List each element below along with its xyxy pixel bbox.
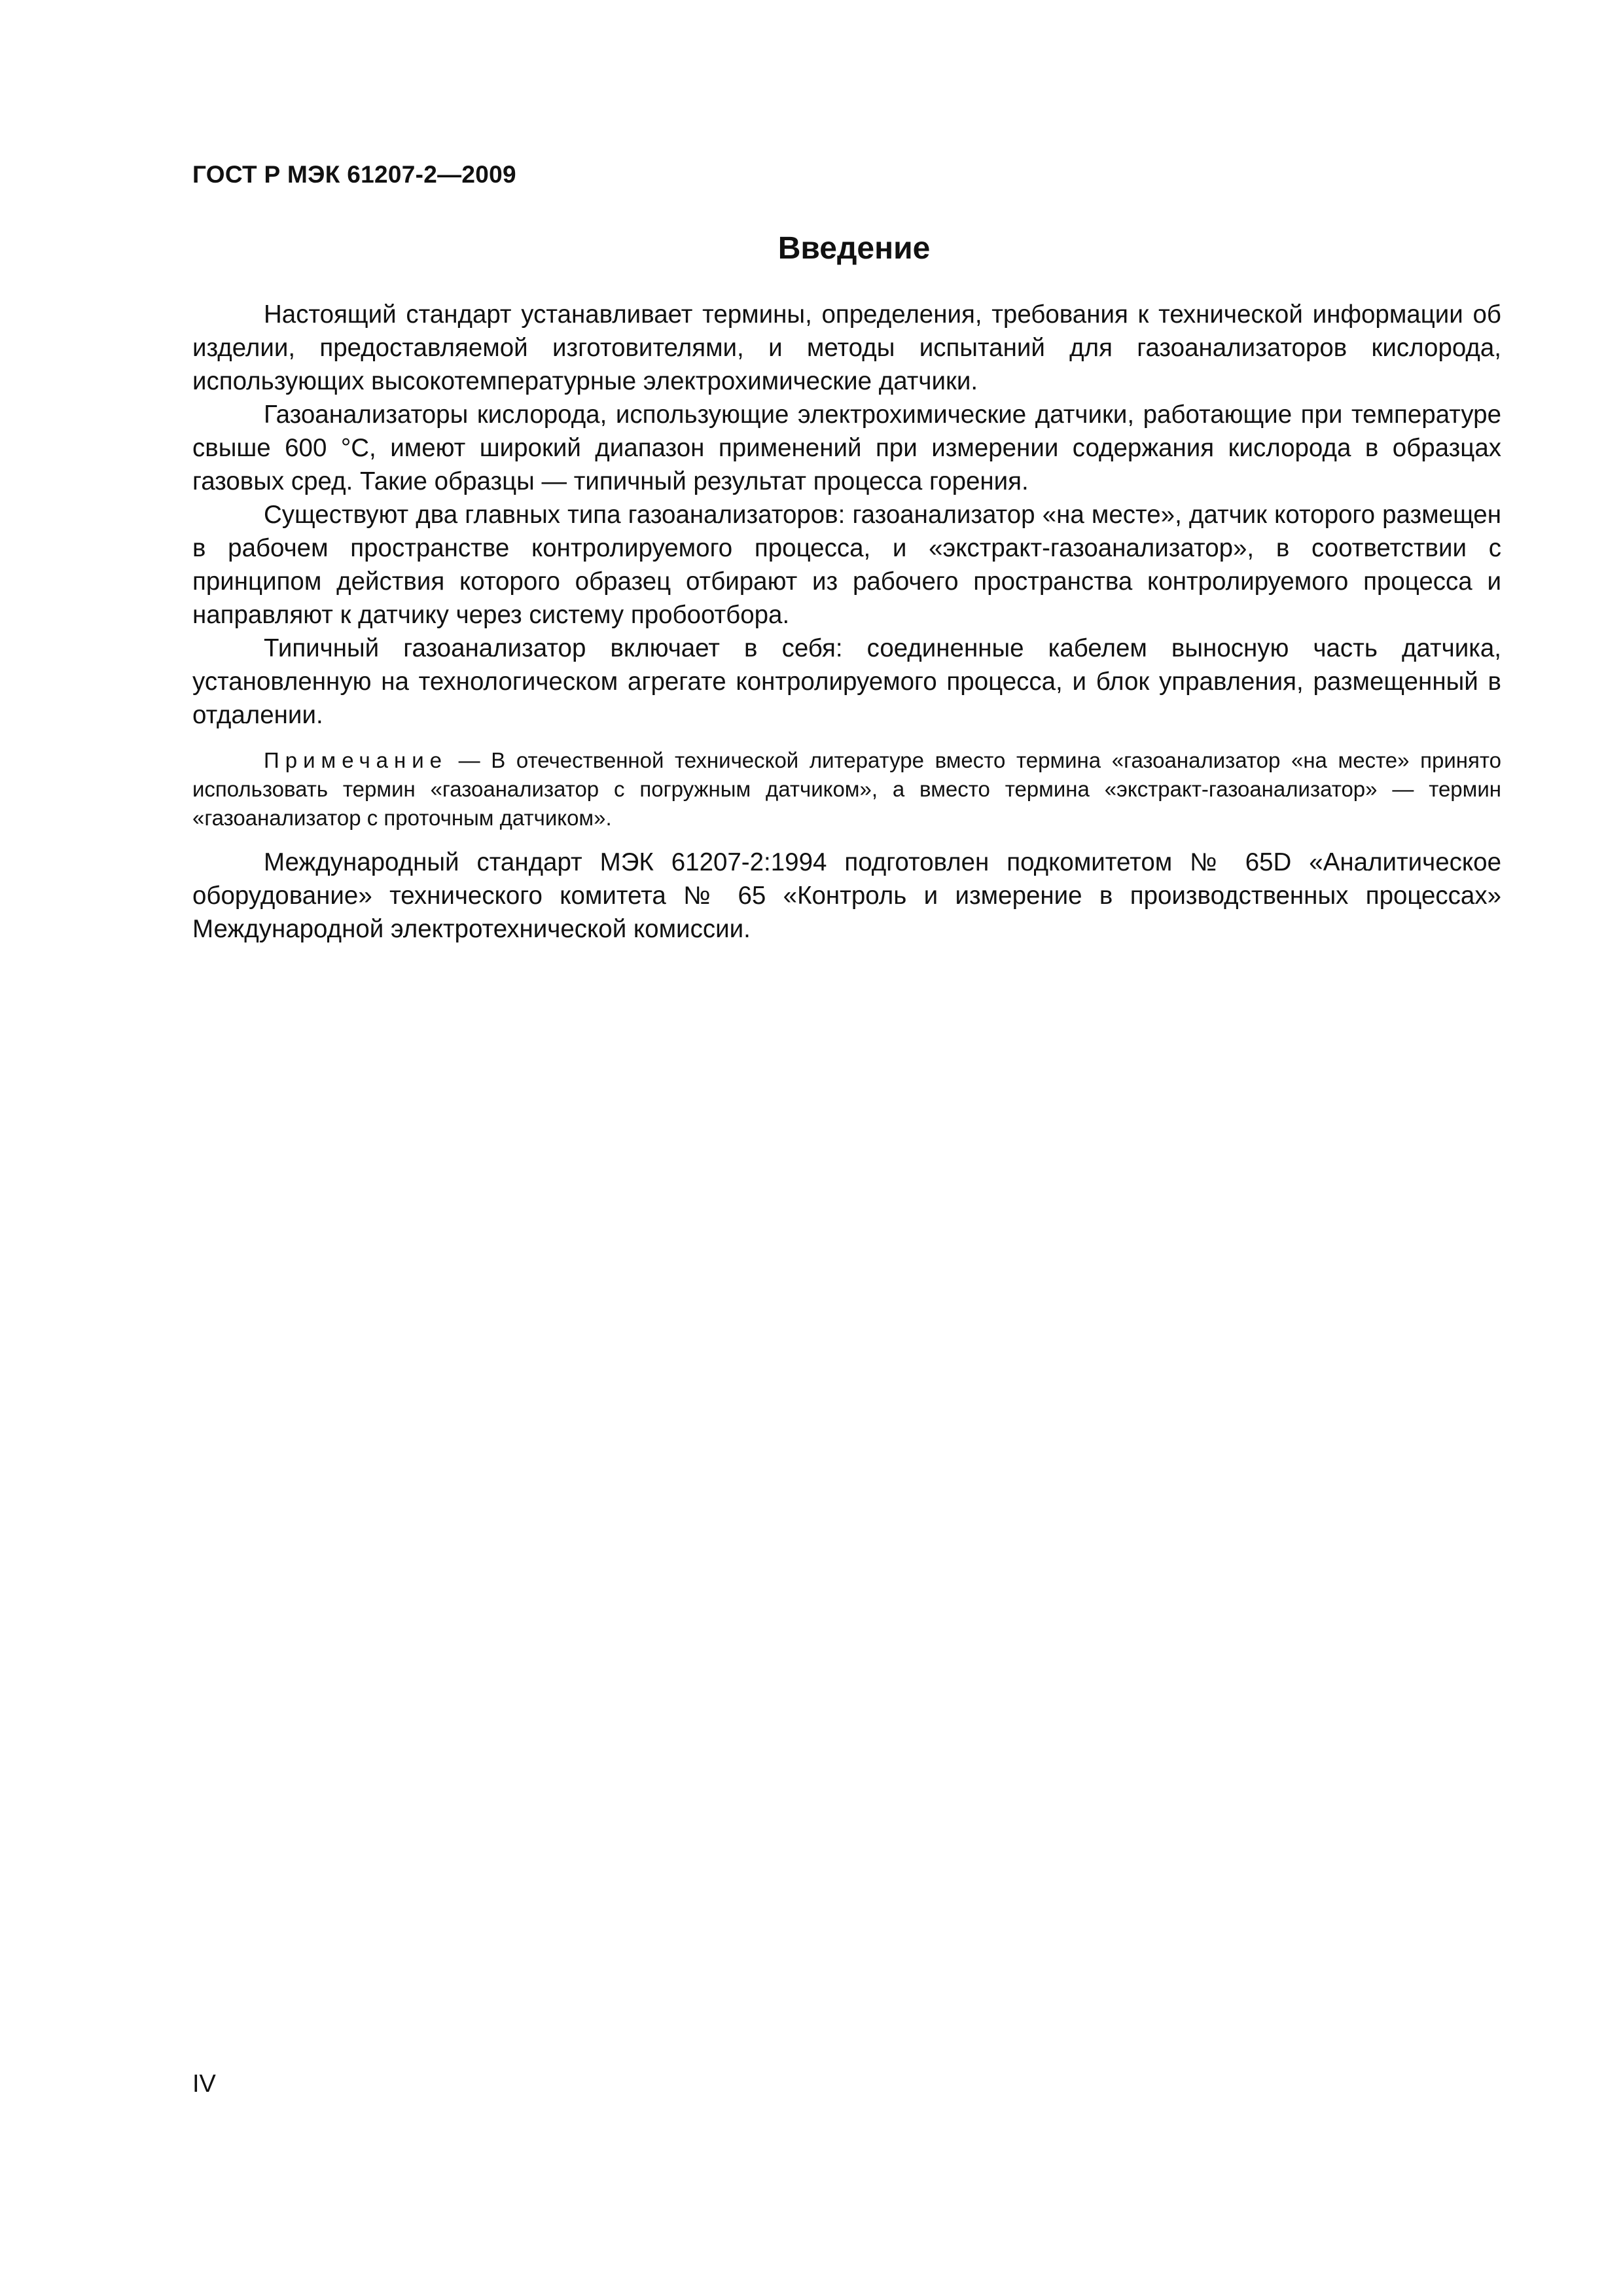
page-number: IV [192,2070,216,2098]
paragraph: Существуют два главных типа газоанализаторов: газоанализатор «на месте», датчик которого размещен в рабочем пространстве контролируемого процесса, и «экстракт-газоанализатор», в соответствии с принципом действия которого образец отбирают из рабочего пространства контролируемого процесса и направляют к датчику через систему пробоотбора. [192,501,1501,629]
document-body [192,298,1501,946]
paragraph: Международный стандарт МЭК 61207-2:1994 подготовлен подкомитетом № 65D «Аналитическое оборудование» технического комитета № 65 «Контроль и измерение в производственных процессах» Международной электротехнической комиссии. [192,848,1501,943]
paragraph: Настоящий стандарт устанавливает термины, определения, требования к технической информации об изделии, предоставляемой изготовителями, и методы испытаний для газоанализаторов кислорода, использующих высокотемпературные электрохимические датчики. [192,300,1501,395]
note-text: — В отечественной технической литературе вместо термина «газоанализатор «на месте» принято использовать термин «газоанализатор с погружным датчиком», а вместо термина «экстракт-газоанализатор» — термин «газоанализатор с проточным датчиком». [192,748,1501,830]
document-header: ГОСТ Р МЭК 61207-2—2009 [192,161,516,188]
paragraph: Типичный газоанализатор включает в себя: соединенные кабелем выносную часть датчика, установленную на технологическом агрегате контролируемого процесса, и блок управления, размещенный в отдалении. [192,634,1501,729]
paragraph: Газоанализаторы кислорода, использующие электрохимические датчики, работающие при температуре свыше 600 °С, имеют широкий диапазон применений при измерении содержания кислорода в образцах газовых сред. Такие образцы — типичный результат процесса горения. [192,401,1501,495]
section-title: Введение [777,231,931,266]
note [192,746,1501,833]
note-label: Примечание [264,748,448,772]
